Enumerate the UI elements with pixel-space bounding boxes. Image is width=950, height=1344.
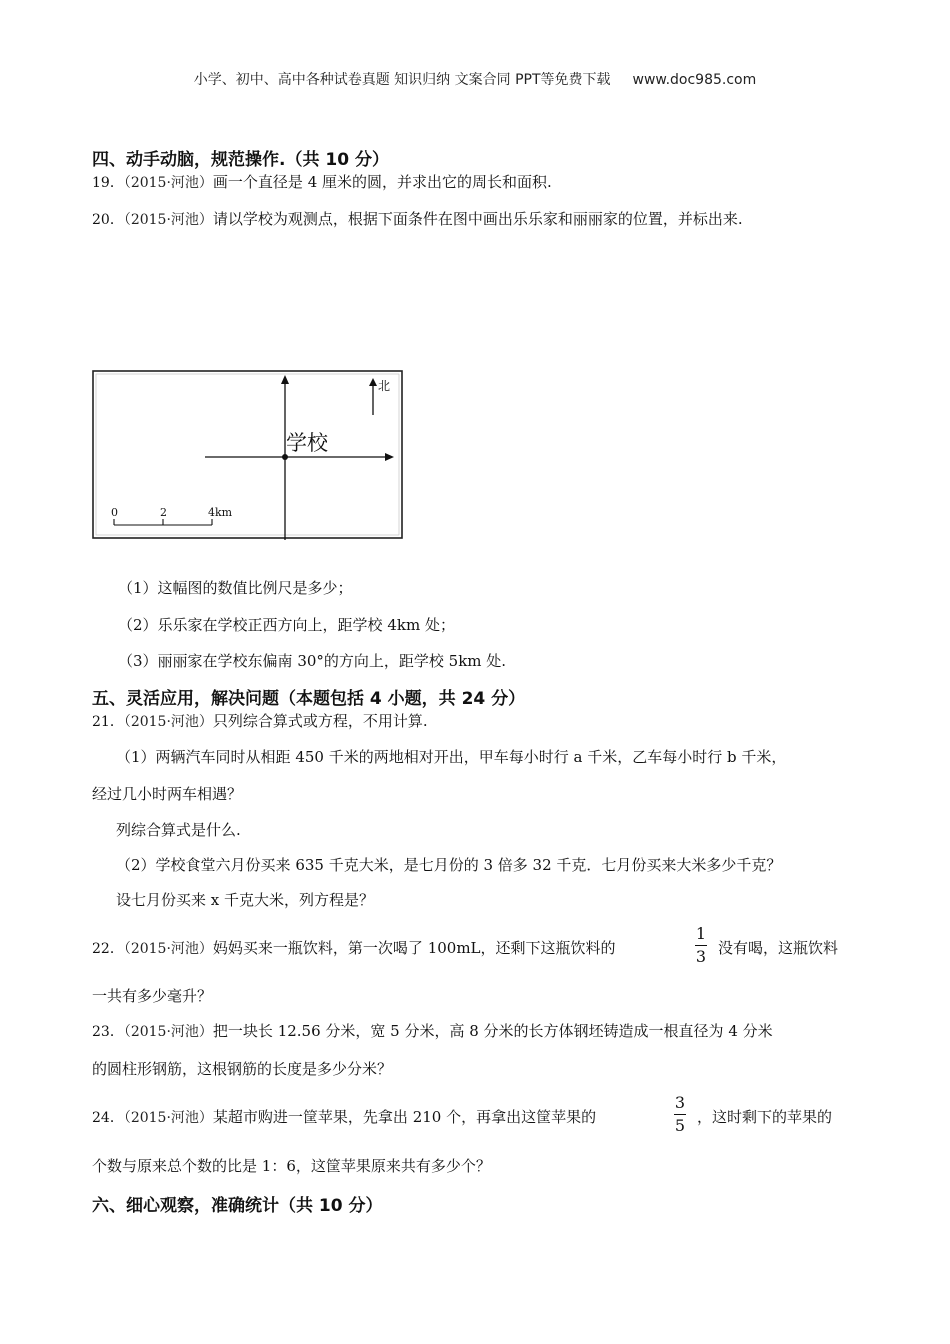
question-22-text-cont: 没有喝，这瓶饮料 [718, 939, 839, 957]
question-text: 请以学校为观测点，根据下面条件在图中画出乐乐家和丽丽家的位置，并标出来. [212, 210, 743, 228]
scale-label-2: 2 [160, 506, 167, 519]
scale-label-0: 0 [111, 506, 118, 519]
fraction-denominator: 5 [674, 1116, 686, 1135]
question-text: 只列综合算式或方程，不用计算. [212, 712, 428, 730]
fraction-bar [695, 945, 707, 946]
question-number: 22． [92, 941, 124, 957]
section-5-title: 五、灵活应用，解决问题（本题包括 4 小题，共 24 分） [92, 689, 526, 709]
question-source: （2015·河池） [123, 175, 213, 191]
question-source: （2015·河池） [123, 212, 213, 228]
question-20-sub-2: （2）乐乐家在学校正西方向上，距学校 4km 处； [118, 616, 455, 634]
question-21-part-2-line-1: （2）学校食堂六月份买来 635 千克大米，是七月份的 3 倍多 32 千克．七月份买来大米多少千克？ [116, 856, 782, 874]
page-header [0, 69, 950, 89]
axis-arrow-right-icon [385, 453, 394, 461]
question-20 [92, 208, 743, 229]
question-21-part-1-line-1: （1）两辆汽车同时从相距 450 千米的两地相对开出，甲车每小时行 a 千米，乙车每小时行 b 千米， [116, 748, 787, 766]
scale-label-4km: 4km [208, 506, 233, 519]
question-source: （2015·河池） [123, 941, 213, 957]
question-22 [92, 937, 616, 958]
question-20-sub-3: （3）丽丽家在学校东偏南 30°的方向上，距学校 5km 处. [118, 652, 507, 670]
question-number: 24． [92, 1110, 124, 1126]
axis-arrow-up-icon [281, 375, 289, 384]
question-text: 画一个直径是 4 厘米的圆，并求出它的周长和面积. [212, 173, 552, 191]
school-map-figure [92, 370, 404, 542]
school-label: 学校 [286, 432, 328, 455]
question-19 [92, 171, 552, 192]
north-arrow-icon [369, 378, 377, 386]
header-url[interactable]: www.doc985.com [632, 72, 757, 88]
fraction-numerator: 1 [695, 924, 707, 943]
question-21-part-2-line-2: 设七月份买来 x 千克大米，列方程是？ [116, 891, 374, 909]
question-number: 20． [92, 212, 124, 228]
question-23-line-2: 的圆柱形钢筋，这根钢筋的长度是多少分米？ [92, 1060, 393, 1078]
question-number: 19． [92, 175, 124, 191]
question-22-line-2: 一共有多少毫升？ [92, 987, 213, 1005]
section-6-title: 六、细心观察，准确统计（共 10 分） [92, 1196, 383, 1216]
question-number: 21． [92, 714, 124, 730]
question-source: （2015·河池） [123, 1110, 213, 1126]
north-label: 北 [378, 379, 391, 393]
question-21-part-1-line-3: 列综合算式是什么. [116, 821, 241, 839]
question-text: 把一块长 12.56 分米，宽 5 分米，高 8 分米的长方体钢坯铸造成一根直径为 4 分米 [212, 1022, 773, 1040]
question-number: 23． [92, 1024, 124, 1040]
question-23 [92, 1020, 773, 1041]
fraction-one-third [695, 925, 707, 966]
fraction-three-fifths [674, 1094, 686, 1135]
fraction-denominator: 3 [695, 947, 707, 966]
section-4-title: 四、动手动脑，规范操作.（共 10 分） [92, 150, 389, 170]
header-text: 小学、初中、高中各种试卷真题 知识归纳 文案合同 PPT等免费下载 [193, 72, 611, 88]
map-inner-border [96, 374, 399, 535]
question-text: 妈妈买来一瓶饮料，第一次喝了 100mL，还剩下这瓶饮料的 [212, 939, 616, 957]
fraction-numerator: 3 [674, 1093, 686, 1112]
question-24-line-2: 个数与原来总个数的比是 1：6，这筐苹果原来共有多少个？ [92, 1157, 491, 1175]
question-source: （2015·河池） [123, 1024, 213, 1040]
question-24-text-cont: ，这时剩下的苹果的 [697, 1108, 833, 1126]
question-text: 某超市购进一筐苹果，先拿出 210 个，再拿出这筐苹果的 [212, 1108, 597, 1126]
question-20-sub-1: （1）这幅图的数值比例尺是多少； [118, 579, 353, 597]
map-border [93, 371, 402, 538]
question-24 [92, 1106, 596, 1127]
question-21-part-1-line-2: 经过几小时两车相遇？ [92, 785, 243, 803]
fraction-bar [674, 1114, 686, 1115]
question-21 [92, 710, 428, 731]
question-source: （2015·河池） [123, 714, 213, 730]
